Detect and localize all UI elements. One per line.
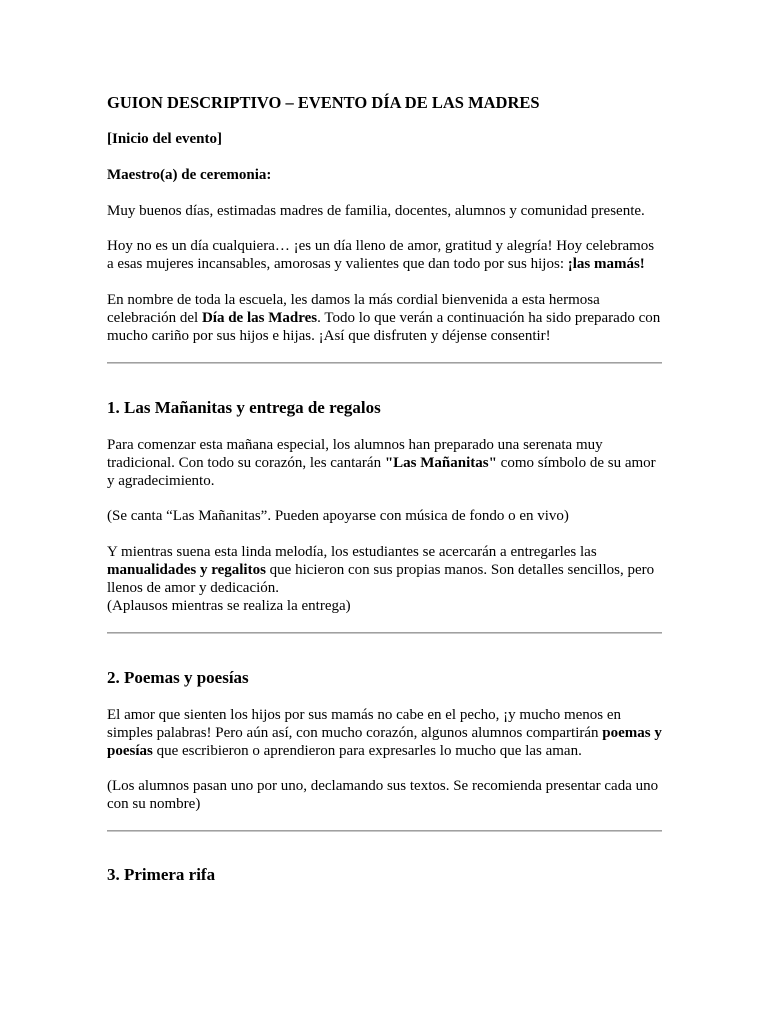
section-2-paragraph-2: (Los alumnos pasan uno por uno, declamando sus textos. Se recomienda presentar cada uno con su nombre) bbox=[107, 778, 659, 812]
intro-paragraph-3-text-a: En nombre de toda la escuela, les damos la más cordial bienvenida a esta hermosa celebración del bbox=[107, 292, 600, 326]
intro-paragraph-2 bbox=[107, 237, 663, 273]
start-marker: [Inicio del evento] bbox=[107, 131, 222, 147]
intro-paragraph-3 bbox=[107, 291, 663, 345]
section-divider bbox=[107, 362, 662, 364]
section-divider bbox=[107, 830, 662, 832]
intro-paragraph-2-text: Hoy no es un día cualquiera… ¡es un día lleno de amor, gratitud y alegría! Hoy celebramos a esas mujeres incansables, amorosas y valientes que dan todo por sus hijos: bbox=[107, 238, 655, 272]
section-1-p1-text-b: como símbolo de su amor y agradecimiento. bbox=[107, 455, 656, 489]
section-2-p1-text-b: que escribieron o aprendieron para expresarles lo mucho que las aman. bbox=[152, 743, 582, 759]
section-1-paragraph-2: (Se canta “Las Mañanitas”. Pueden apoyarse con música de fondo o en vivo) bbox=[107, 508, 569, 524]
section-divider bbox=[107, 632, 662, 634]
section-2-p1-text-a: El amor que sienten los hijos por sus mamás no cabe en el pecho, ¡y mucho menos en simples palabras! Pero aún así, con mucho corazón, algunos alumnos compartirán bbox=[107, 707, 622, 741]
section-1-p3-note: (Aplausos mientras se realiza la entrega) bbox=[107, 598, 351, 614]
intro-paragraph-1: Muy buenos días, estimadas madres de familia, docentes, alumnos y comunidad presente. bbox=[107, 203, 645, 219]
section-1-p3-text-a: Y mientras suena esta linda melodía, los estudiantes se acercarán a entregarles las bbox=[107, 544, 597, 560]
section-1-paragraph-3 bbox=[107, 543, 663, 615]
intro-paragraph-2-emphasis: ¡las mamás! bbox=[567, 256, 645, 272]
intro-paragraph-3-text-b: . Todo lo que verán a continuación ha sido preparado con mucho cariño por sus hijos e hijas. ¡Así que disfruten y déjense consentir! bbox=[107, 310, 661, 344]
section-2-paragraph-1 bbox=[107, 706, 663, 760]
document-title: GUION DESCRIPTIVO – EVENTO DÍA DE LAS MADRES bbox=[107, 93, 540, 112]
section-1-p1-text-a: Para comenzar esta mañana especial, los alumnos han preparado una serenata muy tradicional. Con todo su corazón, les cantarán bbox=[107, 437, 603, 471]
section-1-paragraph-1 bbox=[107, 436, 663, 490]
section-1-heading: 1. Las Mañanitas y entrega de regalos bbox=[107, 398, 381, 417]
speaker-label: Maestro(a) de ceremonia: bbox=[107, 167, 272, 183]
section-1-p1-emphasis: "Las Mañanitas" bbox=[384, 455, 497, 471]
section-2-p1-emphasis: poemas y poesías bbox=[107, 725, 662, 759]
intro-paragraph-3-emphasis: Día de las Madres bbox=[201, 310, 318, 326]
section-1-p3-emphasis: manualidades y regalitos bbox=[107, 562, 266, 578]
section-2-heading: 2. Poemas y poesías bbox=[107, 668, 249, 687]
section-1-p3-text-b: que hicieron con sus propias manos. Son detalles sencillos, pero llenos de amor y dedicación. bbox=[107, 562, 655, 596]
section-3-heading: 3. Primera rifa bbox=[107, 865, 216, 884]
